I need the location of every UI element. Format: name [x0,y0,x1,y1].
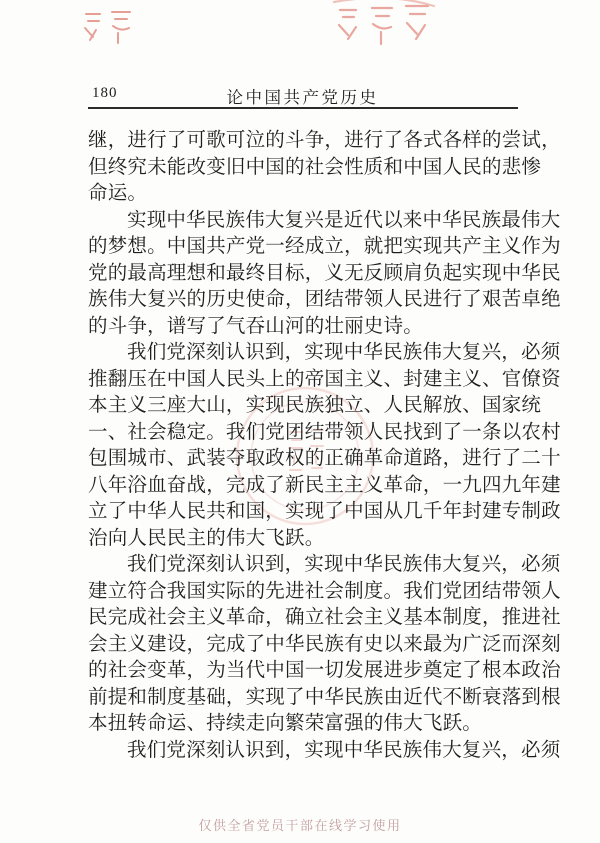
red-stamp-fragment-top-left-icon [82,6,136,48]
header-rule [88,107,518,109]
page-header [88,84,517,106]
text-line-p5: 我们党深刻认识到，实现中华民族伟大复兴，必须 [127,739,561,761]
footer-watermark-text: 仅供全省党员干部在线学习使用 [198,818,402,833]
text-line-p1: 但终究未能改变旧中国的社会性质和中国人民的悲惨 [88,156,542,178]
text-block [88,128,561,764]
text-line-p1: 继，进行了可歌可泣的斗争，进行了各式各样的尝试， [88,130,561,151]
text-line-p2: 族伟大复兴的历史使命，团结带领人民进行了艰苦卓绝 [88,289,561,310]
text-line-p4: 建立符合我国实际的先进社会制度。我们党团结带领人 [88,580,561,602]
page-number: 180 [92,85,118,101]
text-line-p4: 本扭转命运、持续走向繁荣富强的伟大飞跃。 [88,713,483,734]
text-line-p4: 的社会变革，为当代中国一切发展进步奠定了根本政治 [88,660,561,681]
red-stamp-fragment-top-right-icon [326,0,442,56]
text-line-p2: 党的最高理想和最终目标，义无反顾肩负起实现中华民 [88,262,561,284]
text-line-p4: 前提和制度基础，实现了中华民族由近代不断衰落到根 [88,686,561,708]
text-line-p4: 会主义建设，完成了中华民族有史以来最为广泛而深刻 [88,633,561,655]
text-line-p2: 的斗争，谱写了气吞山河的壮丽史诗。 [88,315,423,337]
text-line-p1: 命运。 [88,183,148,204]
text-line-p3: 治向人民民主的伟大飞跃。 [88,527,325,549]
text-line-p3: 包围城市、武装夺取政权的正确革命道路，进行了二十 [88,448,561,469]
text-line-p3: 本主义三座大山，实现民族独立、人民解放、国家统 [88,395,542,416]
text-line-p2: 的梦想。中国共产党一经成立，就把实现共产主义作为 [88,236,561,257]
text-line-p3: 我们党深刻认识到，实现中华民族伟大复兴，必须 [127,342,561,363]
text-line-p3: 八年浴血奋战，完成了新民主主义革命，一九四九年建 [88,474,561,496]
text-line-p3: 一、社会稳定。我们党团结带领人民找到了一条以农村 [88,421,561,443]
running-head-title: 论中国共产党历史 [226,88,379,107]
text-line-p3: 推翻压在中国人民头上的帝国主义、封建主义、官僚资 [88,368,561,390]
text-line-p3: 立了中华人民共和国，实现了中国从几千年封建专制政 [88,501,561,522]
text-line-p2: 实现中华民族伟大复兴是近代以来中华民族最伟大 [127,209,561,231]
text-line-p4: 我们党深刻认识到，实现中华民族伟大复兴，必须 [127,554,561,575]
text-line-p4: 民完成社会主义革命，确立社会主义基本制度，推进社 [88,607,561,628]
